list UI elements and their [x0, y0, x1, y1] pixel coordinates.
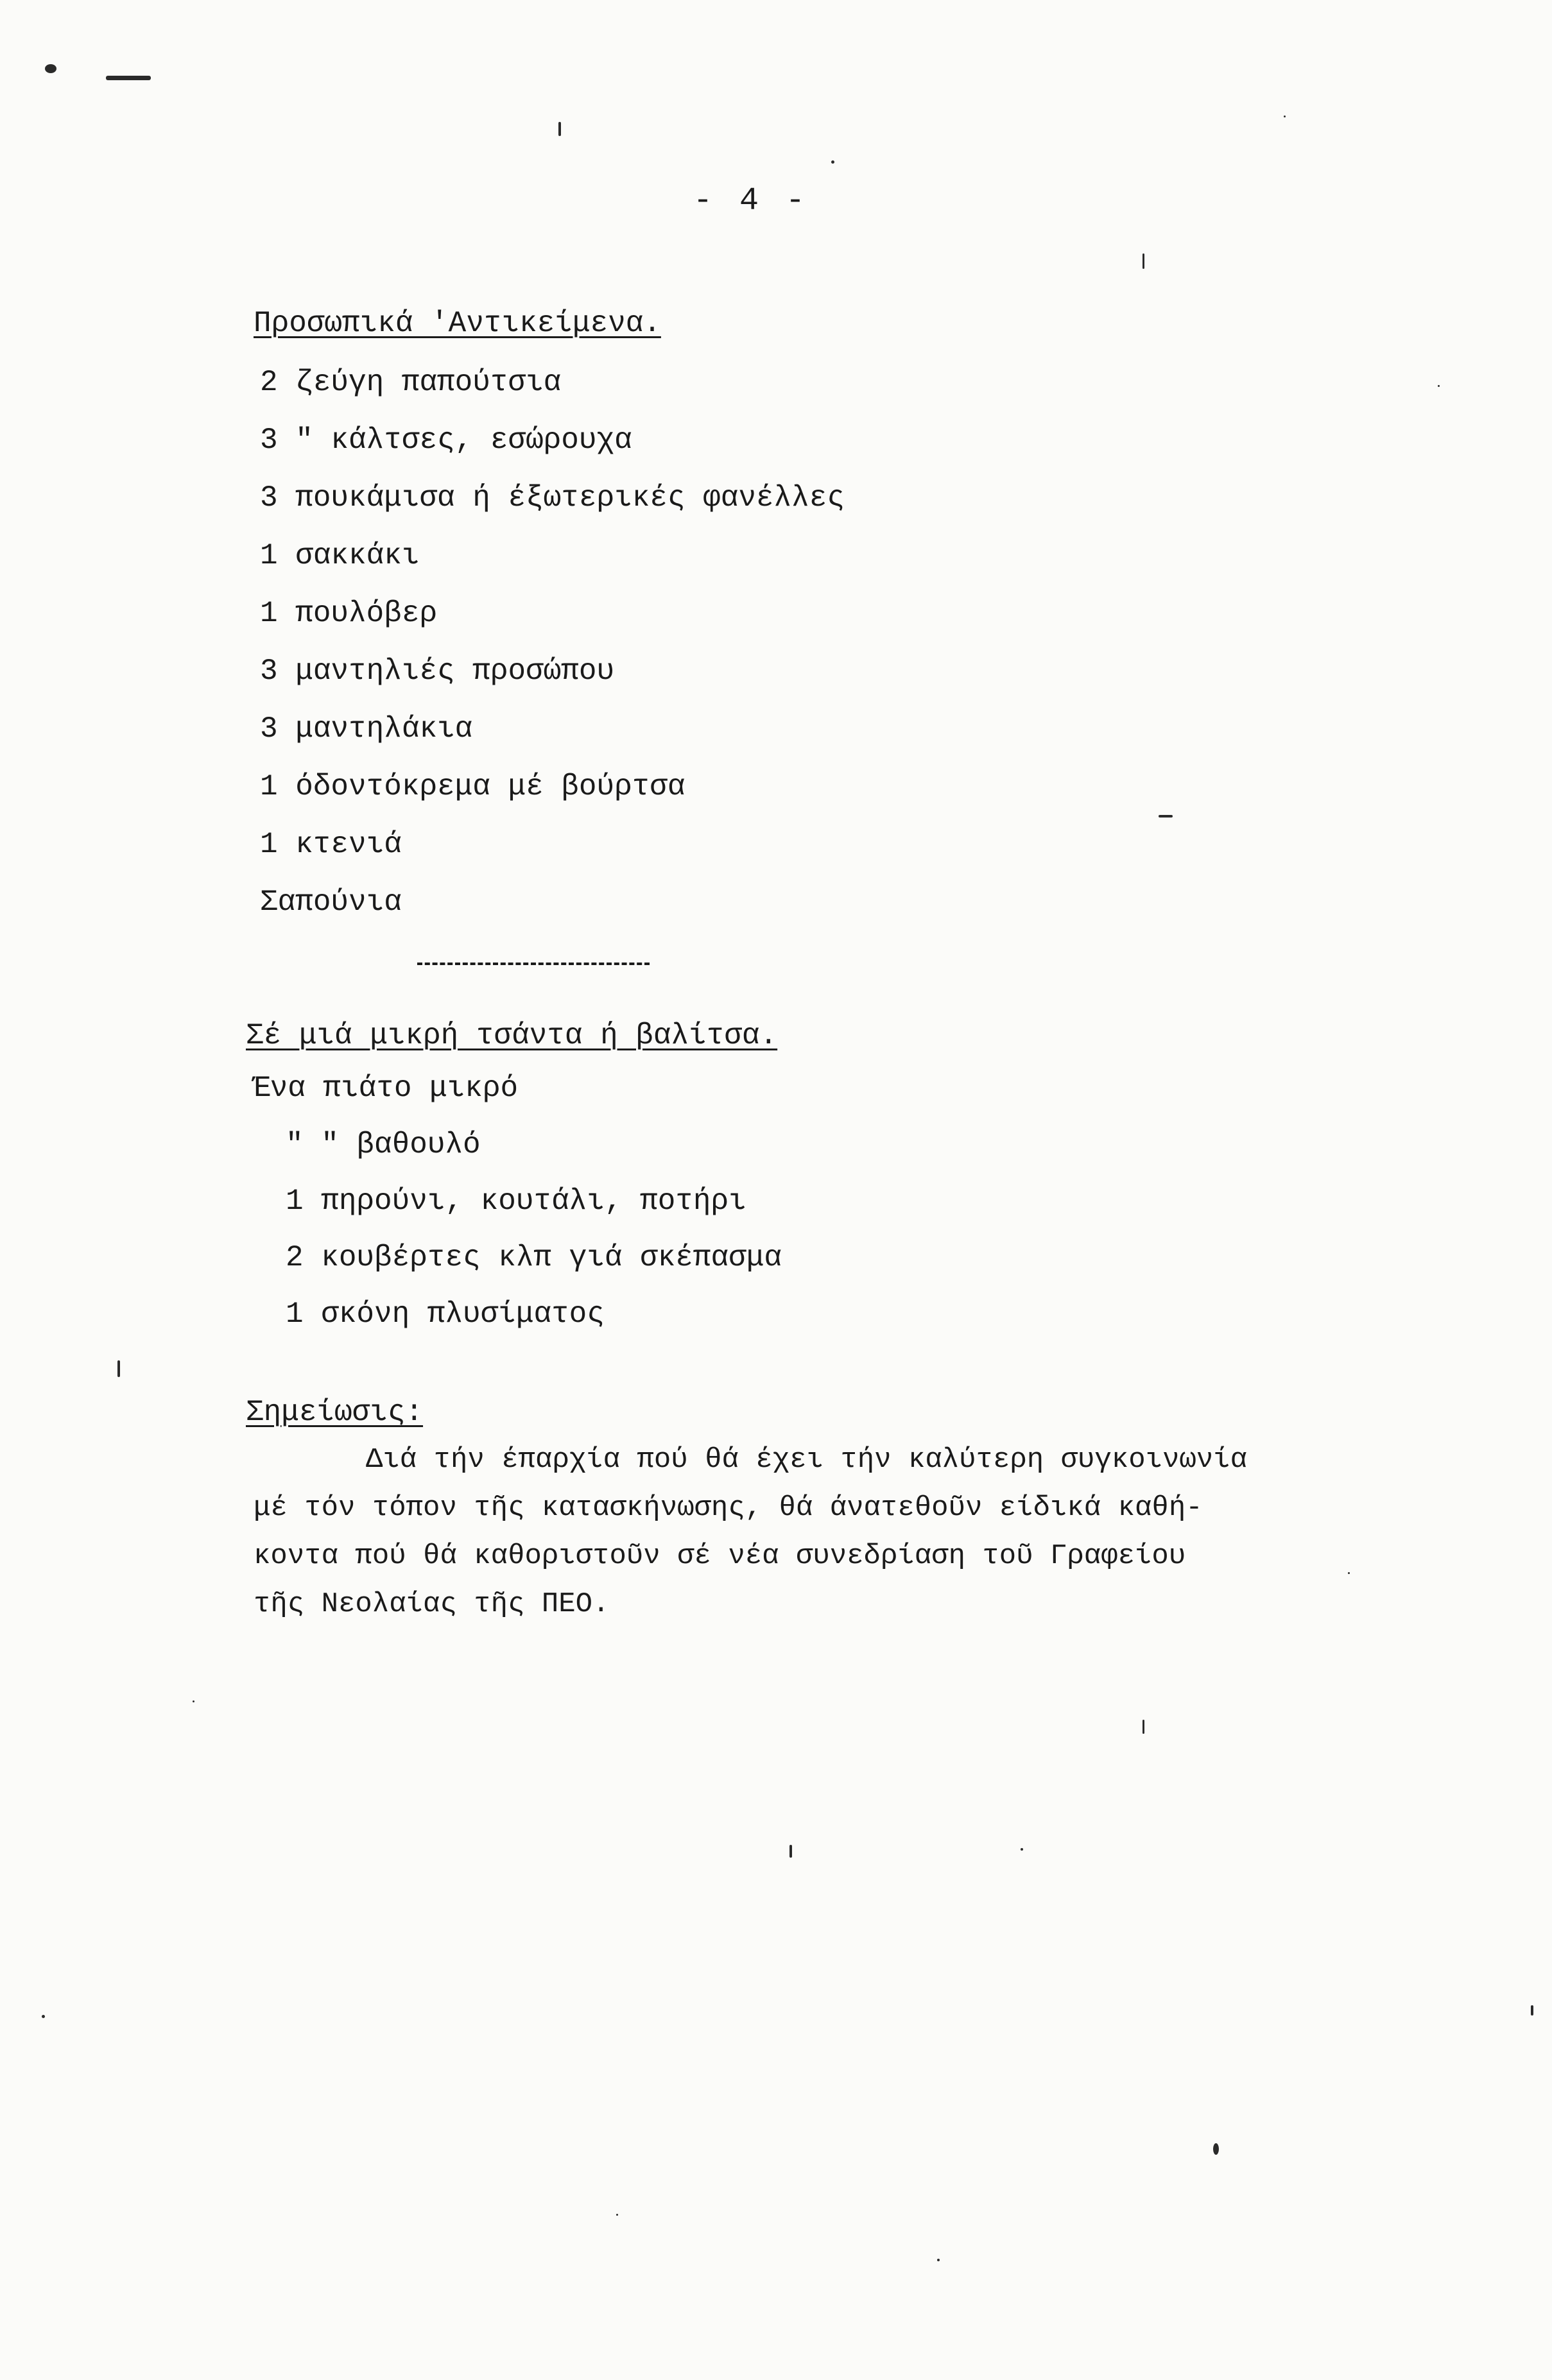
- scan-speck: [1021, 1848, 1023, 1851]
- list-item: Σαπούνια: [260, 886, 402, 919]
- scan-speck: [937, 2259, 940, 2261]
- list-item: 2 ζεύγη παπούτσια: [260, 366, 562, 399]
- section-separator: [417, 963, 650, 965]
- scan-speck: [616, 2214, 618, 2216]
- notes-line: μέ τόν τόπον τῆς κατασκήνωσης, θά άνατεθοῦν είδικά καθή-: [254, 1492, 1203, 1524]
- list-item: 1 σκόνη πλυσίματος: [286, 1297, 605, 1331]
- list-item: 3 " κάλτσες, εσώρουχα: [260, 424, 632, 457]
- notes-line: Διά τήν έπαρχία πού θά έχει τήν καλύτερη συγκοινωνία: [366, 1444, 1248, 1476]
- scan-speck: [193, 1700, 194, 1702]
- list-item: " " βαθουλό: [286, 1128, 481, 1161]
- scan-speck: [1438, 385, 1440, 387]
- scan-speck: [831, 160, 834, 164]
- list-item: 1 σακκάκι: [260, 539, 420, 572]
- scan-speck: [1142, 1720, 1144, 1734]
- scan-speck: [558, 122, 561, 136]
- notes-line: κοντα πού θά καθοριστοῦν σέ νέα συνεδρίαση τοῦ Γραφείου: [254, 1540, 1186, 1572]
- scan-speck: [1159, 815, 1173, 818]
- scan-speck: [1213, 2143, 1219, 2155]
- list-item: 1 πηρούνι, κουτάλι, ποτήρι: [286, 1185, 746, 1218]
- list-item: Ένα πιάτο μικρό: [252, 1072, 519, 1105]
- list-item: 1 κτενιά: [260, 828, 402, 861]
- scan-speck: [789, 1845, 792, 1858]
- scan-speck: [45, 64, 56, 73]
- list-item: 1 όδοντόκρεμα μέ βούρτσα: [260, 770, 685, 803]
- scan-speck: [117, 1360, 120, 1377]
- scan-speck: [1531, 2005, 1533, 2016]
- bag-items-heading: Σέ μιά μικρή τσάντα ή βαλίτσα.: [246, 1019, 778, 1052]
- list-item: 3 μαντηλιές προσώπου: [260, 655, 615, 688]
- scan-speck: [1142, 253, 1144, 269]
- notes-heading: Σημείωσις:: [246, 1396, 424, 1429]
- list-item: 3 μαντηλάκια: [260, 712, 473, 746]
- list-item: 1 πουλόβερ: [260, 597, 438, 630]
- list-item: 3 πουκάμισα ή έξωτερικές φανέλλες: [260, 481, 845, 515]
- notes-line: τῆς Νεολαίας τῆς ΠΕΟ.: [254, 1588, 610, 1620]
- page-number: - 4 -: [693, 183, 809, 219]
- list-item: 2 κουβέρτες κλπ γιά σκέπασμα: [286, 1241, 782, 1274]
- scan-speck: [106, 76, 151, 80]
- scan-speck: [1284, 116, 1286, 117]
- scan-speck: [42, 2015, 45, 2018]
- scan-speck: [1348, 1572, 1350, 1574]
- personal-items-heading: Προσωπικά 'Αντικείμενα.: [254, 307, 661, 340]
